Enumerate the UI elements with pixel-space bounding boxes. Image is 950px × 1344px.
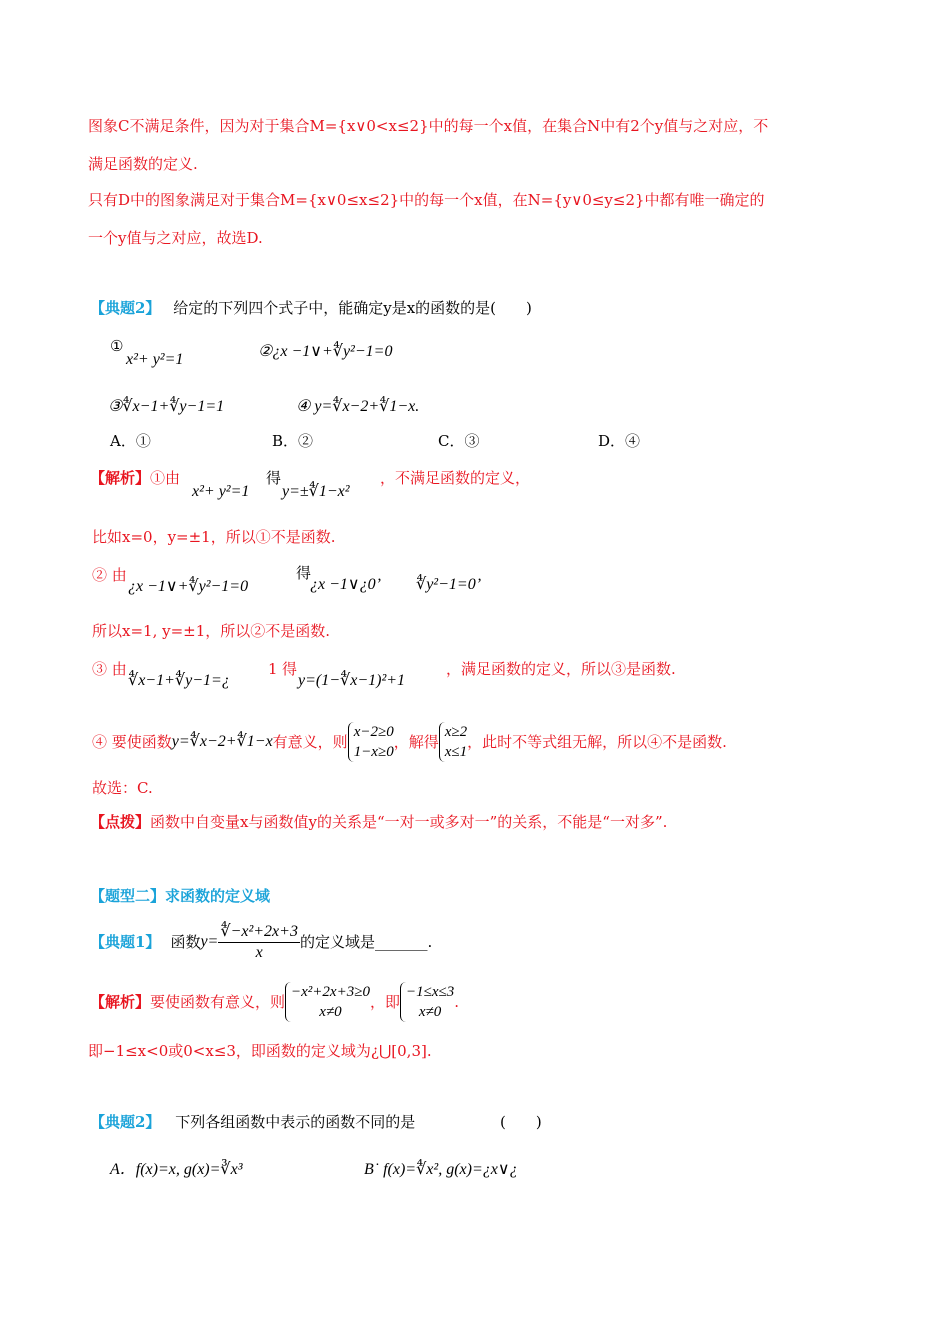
analysis-d1-mid2: ，解得 bbox=[393, 733, 439, 751]
fraction-numerator: ∜−x²+2x+3 bbox=[218, 922, 300, 943]
item3-equation: ③∜x−1+∜y−1=1 bbox=[108, 398, 225, 415]
inequality-system-1 bbox=[348, 722, 394, 762]
option-c: C．③ bbox=[438, 432, 480, 450]
ex1-analysis-end: . bbox=[454, 993, 459, 1011]
ex2b-question-line bbox=[90, 1112, 415, 1132]
analysis-b1-equation: ¿x −1∨+∜y²−1=0 bbox=[128, 578, 249, 595]
tip-tag: 【点拨】 bbox=[90, 813, 151, 831]
analysis-d1-mid: 有意义，则 bbox=[272, 733, 348, 751]
system1-row-2: 1−x≥0 bbox=[353, 744, 394, 760]
example-question: 给定的下列四个式子中，能确定y是x的函数的是( ) bbox=[173, 299, 532, 317]
ex2b-paren: ( ) bbox=[500, 1113, 542, 1131]
example2-question-line bbox=[90, 298, 532, 318]
ex2b-option-b: B˙ f(x)=∜x², g(x)=¿x∨¿ bbox=[364, 1161, 518, 1178]
analysis-c1-result: y=(1−∜x−1)²+1 bbox=[298, 672, 406, 689]
ex1-y: y= bbox=[200, 933, 219, 950]
analysis-b1-prefix: ② 由 bbox=[92, 566, 127, 584]
intro-line-4: 一个y值与之对应，故选D. bbox=[88, 229, 263, 247]
intro-line-2: 满足函数的定义. bbox=[88, 155, 198, 173]
analysis-c1-one: 1 bbox=[268, 660, 278, 678]
analysis-a1-de: 得 bbox=[266, 469, 282, 487]
analysis-b2: 所以x=1, y=±1，所以②不是函数. bbox=[92, 622, 331, 640]
tip-line bbox=[90, 812, 667, 832]
analysis-tag: 【解析】 bbox=[90, 469, 151, 487]
ex1-system-1 bbox=[285, 982, 370, 1022]
ex1-tail: 的定义域是_______. bbox=[299, 933, 433, 951]
analysis-a1-result: y=±∜1−x² bbox=[282, 483, 350, 500]
analysis-c1-de: 得 bbox=[282, 660, 298, 678]
analysis-c1-prefix: ③ 由 bbox=[92, 660, 127, 678]
ex2b-tag: 【典题2】 bbox=[90, 1113, 161, 1131]
analysis-b1-result2: ∜y²−1=0’ bbox=[416, 576, 482, 593]
answer-line: 故选：C. bbox=[92, 779, 153, 797]
ex1-system1-row-2: x≠0 bbox=[319, 1004, 342, 1020]
option-a: A．① bbox=[110, 432, 151, 450]
ex1-question-line bbox=[90, 920, 432, 964]
analysis-a1-prefix: ①由 bbox=[150, 469, 181, 487]
ex1-analysis-tag: 【解析】 bbox=[90, 993, 151, 1011]
ex1-system-2 bbox=[400, 982, 454, 1022]
ex1-tag: 【典题1】 bbox=[90, 933, 161, 951]
analysis-c1-equation: ∜x−1+∜y−1=¿ bbox=[128, 672, 230, 689]
ex1-system2-row-2: x≠0 bbox=[418, 1004, 442, 1020]
ex1-system2-row-1: −1≤x≤3 bbox=[405, 984, 455, 1000]
system1-row-1: x−2≥0 bbox=[353, 724, 394, 740]
item2-equation: ②¿x −1∨+∜y²−1=0 bbox=[258, 343, 393, 360]
analysis-c1-tail: ，满足函数的定义，所以③是函数. bbox=[446, 660, 676, 678]
section-title: 【题型二】求函数的定义域 bbox=[90, 887, 271, 905]
ex1-analysis-mid: ，即 bbox=[369, 993, 400, 1011]
analysis-b1-result: ¿x −1∨¿0’ bbox=[310, 576, 381, 593]
ex1-prefix: 函数 bbox=[170, 933, 201, 951]
example-tag: 【典题2】 bbox=[90, 299, 161, 317]
ex2b-question: 下列各组函数中表示的函数不同的是 bbox=[175, 1113, 416, 1131]
ex1-analysis-line bbox=[90, 980, 459, 1024]
ex1-system1-row-1: −x²+2x+3≥0 bbox=[291, 984, 370, 1000]
ex1-fraction bbox=[218, 922, 300, 963]
item1-mark: ① bbox=[110, 337, 124, 355]
analysis-line-1a bbox=[90, 468, 180, 488]
system2-row-2: x≤1 bbox=[444, 744, 468, 760]
inequality-system-2 bbox=[439, 722, 467, 762]
fraction-denominator: x bbox=[255, 943, 263, 961]
analysis-d1-equation: y=∜x−2+∜1−x bbox=[171, 733, 273, 750]
item4-equation: ④ y=∜x−2+∜1−x. bbox=[296, 398, 420, 415]
option-d: D．④ bbox=[598, 432, 641, 450]
analysis-d1-tail: ，此时不等式组无解，所以④不是函数. bbox=[467, 733, 727, 751]
ex2b-option-a: A．f(x)=x, g(x)=∛x³ bbox=[110, 1161, 243, 1178]
analysis-d1-line bbox=[92, 720, 727, 764]
ex1-conclusion: 即−1≤x<0或0<x≤3，即函数的定义域为¿⋃[0,3]. bbox=[88, 1042, 432, 1060]
analysis-a1-tail: ，不满足函数的定义， bbox=[380, 469, 531, 487]
analysis-d1-prefix: ④ 要使函数 bbox=[92, 733, 172, 751]
intro-line-3: 只有D中的图象满足对于集合M={x∨0≤x≤2}中的每一个x值，在N={y∨0≤y≤2}中都有唯一确定的 bbox=[88, 191, 765, 209]
intro-line-1: 图象C不满足条件，因为对于集合M={x∨0<x≤2}中的每一个x值，在集合N中有2个y值与之对应，不 bbox=[88, 117, 769, 135]
ex1-analysis-prefix: 要使函数有意义，则 bbox=[150, 993, 286, 1011]
analysis-b1-de: 得 bbox=[296, 564, 312, 582]
analysis-a1-equation: x²+ y²=1 bbox=[192, 483, 250, 500]
analysis-a2: 比如x=0，y=±1，所以①不是函数. bbox=[92, 528, 336, 546]
option-b: B．② bbox=[272, 432, 314, 450]
system2-row-1: x≥2 bbox=[444, 724, 468, 740]
tip-text: 函数中自变量x与函数值y的关系是“一对一或多对一”的关系，不能是“一对多”. bbox=[150, 813, 668, 831]
item1-equation: x²+ y²=1 bbox=[126, 351, 184, 368]
